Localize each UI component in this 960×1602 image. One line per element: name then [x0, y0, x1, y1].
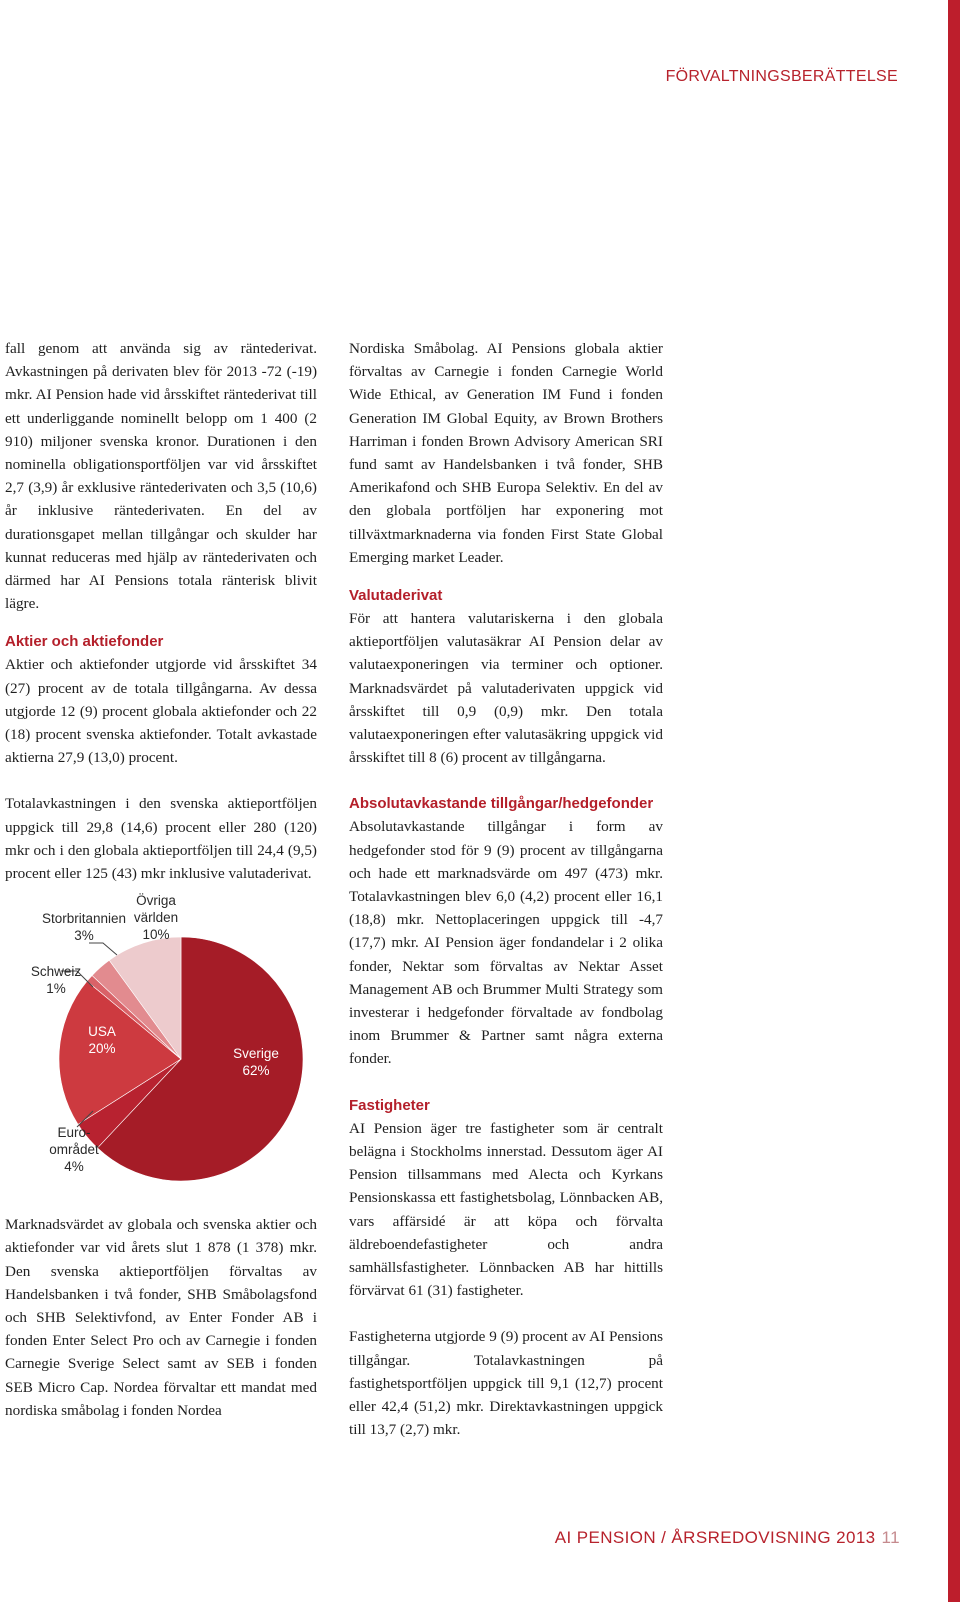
- pie-label-schweiz: Schweiz 1%: [30, 964, 82, 997]
- page-footer: [555, 1528, 900, 1548]
- running-head: FÖRVALTNINGSBERÄTTELSE: [665, 68, 898, 85]
- page-number: 11: [881, 1528, 900, 1547]
- paragraph-fastigheter-avkastning: Fastigheterna utgjorde 9 (9) procent av AI Pensions tillgångar. Totalavkastningen på fastighetsportföljen uppgick till 9,1 (12,7) procent eller 42,4 (51,2) mkr. Direktavkastningen uppgick till 13,7 (2,7) mkr.: [349, 1328, 663, 1439]
- paragraph-totalavkastning: Totalavkastningen i den svenska aktieportföljen uppgick till 29,8 (14,6) procent eller 280 (120) mkr och i den globala aktieportföljen till 24,4 (9,5) procent eller 125 (43) mkr inklusive valutaderivat.: [5, 795, 317, 883]
- pie-chart: [5, 893, 317, 1199]
- heading-fastigheter: Fastigheter: [349, 1096, 430, 1114]
- paragraph-marknadsvarde: Marknadsvärdet av globala och svenska aktier och aktiefonder var vid årets slut 1 878 (1 378) mkr. Den svenska aktieportföljen förvaltas av Handelsbanken i två fonder, SHB Småbolagsfond och SHB Selektivfond, av Enter Fonder AB i fonden Enter Select Pro och av Carnegie i fonden Carnegie Sverige Select samt av SEB i fonden SEB Micro Cap. Nordea förvaltar ett mandat med nordiska småbolag i fonden Nordea: [5, 1216, 317, 1419]
- paragraph-valutaderivat: För att hantera valutariskerna i den globala aktieportföljen valutasäkrar AI Pension delar av valutaexponeringen via terminer och optioner. Marknadsvärdet på valutaderivaten uppgick vid årsskiftet till 0,9 (0,9) mkr. Den totala valutaexponeringen efter valutasäkring uppgick vid årsskiftet till 8 (6) procent av tillgångarna.: [349, 610, 663, 767]
- left-column: [5, 337, 317, 1422]
- paragraph-aktier-andel: Aktier och aktiefonder utgjorde vid årsskiftet 34 (27) procent av de totala tillgångarna. Av dessa utgjorde 12 (9) procent globala aktiefonder och 22 (18) procent svenska aktiefonder. Totalt avkastade aktierna 27,9 (13,0) procent.: [5, 656, 317, 767]
- right-column: [349, 337, 663, 1441]
- pie-label-sverige: Sverige 62%: [233, 1046, 279, 1079]
- heading-absolutavkastande: Absolutavkastande tillgångar/hedgefonder: [349, 795, 654, 813]
- heading-valutaderivat: Valutaderivat: [349, 587, 443, 605]
- edge-color-bar: [948, 0, 960, 1602]
- paragraph-fastigheter: AI Pension äger tre fastigheter som är centralt belägna i Stockholms innerstad. Dessutom äger AI Pension tillsammans med Alecta och Kyrkans Pensionskassa ett fastighetsbolag, Lönnbacken AB, vars affärsidé är att köpa och förvalta äldreboendefastigheter och andra samhällsfastigheter. Lönnbacken AB har hittills förvärvat 61 (31) fastigheter.: [349, 1119, 663, 1300]
- heading-aktier: Aktier och aktiefonder: [5, 633, 164, 651]
- paragraph-hedgefonder: Absolutavkastande tillgångar i form av hedgefonder stod för 9 (9) procent av tillgångarna och hade ett marknadsvärde om 497 (473) mkr. Totalavkastningen blev 6,0 (4,2) procent eller 16,1 (18,8) mkr. Nettoplaceringen uppgick till -4,7 (17,7) mkr. AI Pension äger fondandelar i 2 olika fonder, Nektar som förvaltas av Nektar Asset Management AB och Brummer Multi Strategy som investerar i hedgefonder förvaltade av fondbolag inom Brummer & Partner samt några externa fonder.: [349, 818, 663, 1068]
- footer-title: AI PENSION / ÅRSREDOVISNING 2013: [554, 1528, 876, 1547]
- paragraph-derivat: fall genom att använda sig av räntederivat. Avkastningen på derivaten blev för 2013 -72 (-19) mkr. AI Pension hade vid årsskiftet räntederivat till ett underliggande nominellt belopp om 1 400 (2 910) miljoner svenska kronor. Durationen i den nominella obligationsportföljen var vid årsskiftet 2,7 (3,9) år exklusive räntederivaten och 3,5 (10,6) år inklusive räntederivaten. En del av durationsgapet mellan tillgångar och skulder har kunnat reduceras med hjälp av räntederivaten och därmed har AI Pensions totala ränterisk blivit lägre.: [5, 340, 317, 613]
- paragraph-globala-aktier: Nordiska Småbolag. AI Pensions globala aktier förvaltas av Carnegie i fonden Carnegie World Wide Ethical, av Generation IM Fund i fonden Generation IM Global Equity, av Brown Brothers Harriman i fonden Brown Advisory American SRI fund samt av Handelsbanken i två fonder, SHB Amerikafond och SHB Europa Selektiv. En del av den globala portföljen har exponering mot tillväxtmarknaderna via fonden First State Global Emerging market Leader.: [349, 340, 663, 566]
- pie-label-storbritannien: Storbritannien 3%: [41, 911, 127, 944]
- pie-label-euroomradet: Euro- området 4%: [49, 1125, 99, 1175]
- leader-line-storbritannien: [89, 943, 117, 955]
- pie-label-usa: USA 20%: [88, 1024, 116, 1057]
- pie-label-ovriga-varlden: Övriga världen 10%: [133, 893, 179, 943]
